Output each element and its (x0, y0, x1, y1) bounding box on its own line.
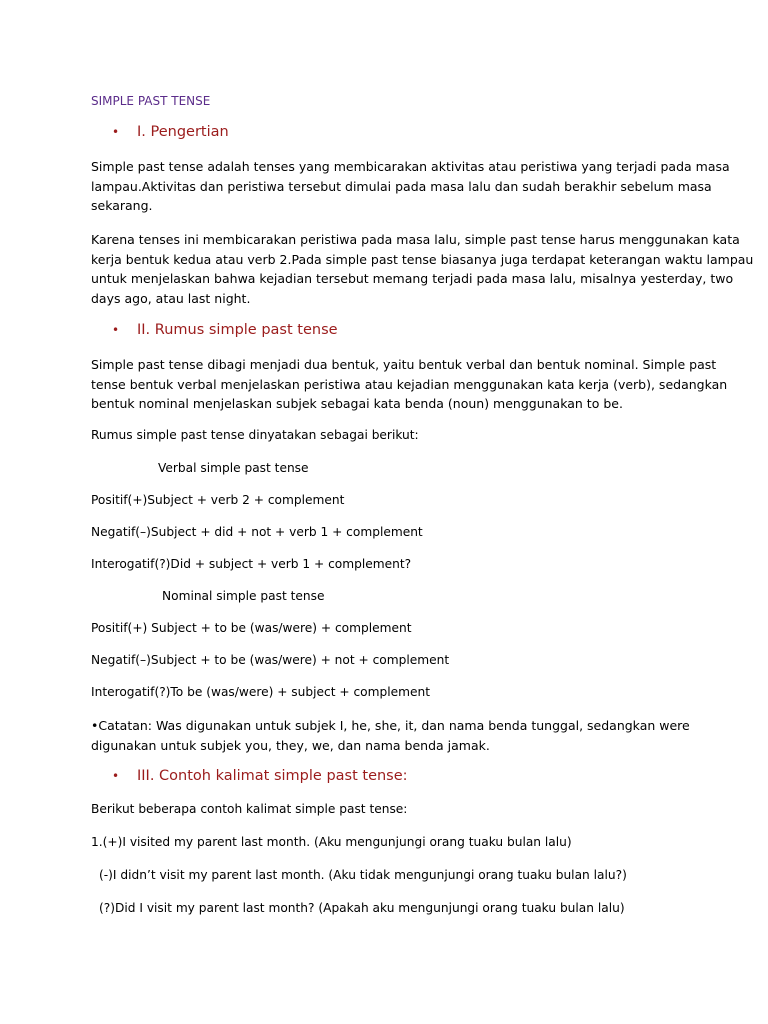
section-heading-label: I. Pengertian (137, 124, 229, 140)
paragraph-line: •Catatan: Was digunakan untuk subjek I, he, she, it, dan nama benda tunggal, sedangkan were (91, 718, 690, 733)
paragraph-line: tense bentuk verbal menjelaskan peristiwa atau kejadian menggunakan kata kerja (verb), sedangkan (91, 376, 728, 392)
paragraph-forms (91, 355, 728, 414)
section-heading-rumus (112, 322, 338, 338)
paragraph-line: lampau.Aktivitas dan peristiwa tersebut dimulai pada masa lalu dan sudah berakhir sebelum masa (91, 178, 712, 194)
paragraph-line: untuk menjelaskan bahwa kejadian tersebut memang terjadi pada masa lalu, misalnya yesterday, two (91, 271, 734, 286)
nominal-interrogative-formula: Interogatif(?)To be (was/were) + subject + complement (91, 685, 430, 699)
bullet-icon: • (112, 769, 120, 783)
bullet-icon: • (112, 125, 120, 139)
nominal-positive-formula: Positif(+) Subject + to be (was/were) + complement (91, 621, 412, 635)
verbal-formula-title: Verbal simple past tense (158, 461, 309, 475)
paragraph-line: Simple past tense dibagi menjadi dua bentuk, yaitu bentuk verbal dan bentuk nominal. Simple past (91, 357, 717, 372)
nominal-formula-title: Nominal simple past tense (162, 589, 325, 603)
paragraph-line: bentuk nominal menjelaskan subjek sebagai kata benda (noun) menggunakan to be. (91, 396, 623, 411)
formula-intro: Rumus simple past tense dinyatakan sebagai berikut: (91, 428, 419, 442)
bullet-icon: • (112, 323, 120, 337)
example-negative: (-)I didn’t visit my parent last month. (Aku tidak mengunjungi orang tuaku bulan lalu?) (99, 868, 627, 882)
examples-intro: Berikut beberapa contoh kalimat simple past tense: (91, 802, 408, 816)
section-heading-label: II. Rumus simple past tense (137, 322, 338, 338)
nominal-negative-formula: Negatif(–)Subject + to be (was/were) + not + complement (91, 653, 450, 667)
section-heading-contoh (112, 768, 408, 784)
paragraph-line: kerja bentuk kedua atau verb 2.Pada simple past tense biasanya juga terdapat keterangan waktu lampau (91, 251, 754, 267)
paragraph-line: Karena tenses ini membicarakan peristiwa pada masa lalu, simple past tense harus menggunakan kata (91, 232, 740, 247)
document-title: SIMPLE PAST TENSE (91, 94, 211, 108)
paragraph-line: sekarang. (91, 198, 153, 213)
paragraph-line: digunakan untuk subjek you, they, we, dan nama benda jamak. (91, 737, 490, 753)
paragraph-explanation (91, 230, 754, 308)
paragraph-line: Simple past tense adalah tenses yang membicarakan aktivitas atau peristiwa yang terjadi pada masa (91, 159, 730, 174)
verbal-positive-formula: Positif(+)Subject + verb 2 + complement (91, 493, 345, 507)
example-positive: 1.(+)I visited my parent last month. (Aku mengunjungi orang tuaku bulan lalu) (91, 835, 572, 849)
example-question: (?)Did I visit my parent last month? (Apakah aku mengunjungi orang tuaku bulan lalu) (99, 901, 625, 915)
section-heading-label: III. Contoh kalimat simple past tense: (137, 768, 408, 784)
verbal-interrogative-formula: Interogatif(?)Did + subject + verb 1 + complement? (91, 557, 412, 571)
paragraph-line: days ago, atau last night. (91, 290, 251, 306)
note-paragraph (91, 716, 691, 755)
paragraph-definition (91, 157, 730, 216)
verbal-negative-formula: Negatif(–)Subject + did + not + verb 1 + complement (91, 525, 423, 539)
section-heading-pengertian (112, 124, 229, 140)
